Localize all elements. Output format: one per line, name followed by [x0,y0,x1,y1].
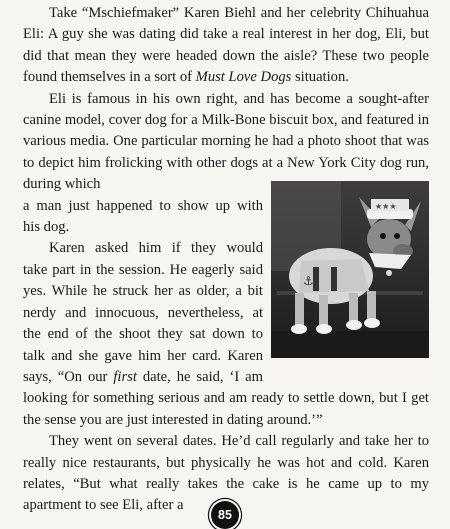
wrapped-line: take part in the session. He eagerly said [23,261,263,278]
paragraph-1-text: Take “Mschiefmaker” Karen Biehl and her celebrity Chihuahua Eli: A guy she was dating did take a real interest in her dog, Eli, but did that mean they were headed down the aisle? These two people found themselves in a sort of [23,5,429,86]
paragraph-3-rest: looking for something serious and am ready to settle down, but I get the sense you are just interested in dating around.’” [23,390,429,428]
chihuahua-in-sailor-costume-photo [271,181,429,358]
wrapped-line: nerdy and innocuous, nevertheless, at [23,304,263,321]
wrapped-line: his dog. [23,219,70,236]
paragraph-2: Eli is famous in his own right, and has become a sought-after canine model, cover dog for a Milk-Bone biscuit box, and featured in various media. One particular morning he had a photo shoot that was to depict him frolicking with other dogs at a New York City dog run, during which [23,90,429,193]
paragraph-1-tail: situation. [291,69,349,86]
wrapped-line: a man just happened to show up with [23,197,263,214]
wrapped-line: yes. While he struck her as older, a bit [23,283,263,300]
wrapped-line-quote [23,367,263,388]
book-title-emphasis: Must Love Dogs [195,69,292,86]
wrapped-line: talk and she gave him her card. Karen [23,347,263,364]
svg-text:⚓: ⚓ [303,274,314,288]
page-number-badge: 85 [211,501,239,529]
photo-illustration [271,181,429,358]
quote-start: says, “On our [23,368,114,385]
svg-text:★★★: ★★★ [375,202,397,211]
paragraph-4: They went on several dates. He’d call regularly and take her to really nice restaurants, but physically he was hot and cold. Karen relates, “But what really takes the cake is he came up to my apartment to see Eli, after a [23,433,429,514]
wrapped-line: Karen asked him if they would [49,240,263,257]
wrapped-line: the end of the shoot they sat down to [23,326,263,343]
paragraph-1 [23,3,429,89]
emphasis-first: first [113,368,137,385]
quote-end: date, he said, ‘I am [136,368,263,385]
